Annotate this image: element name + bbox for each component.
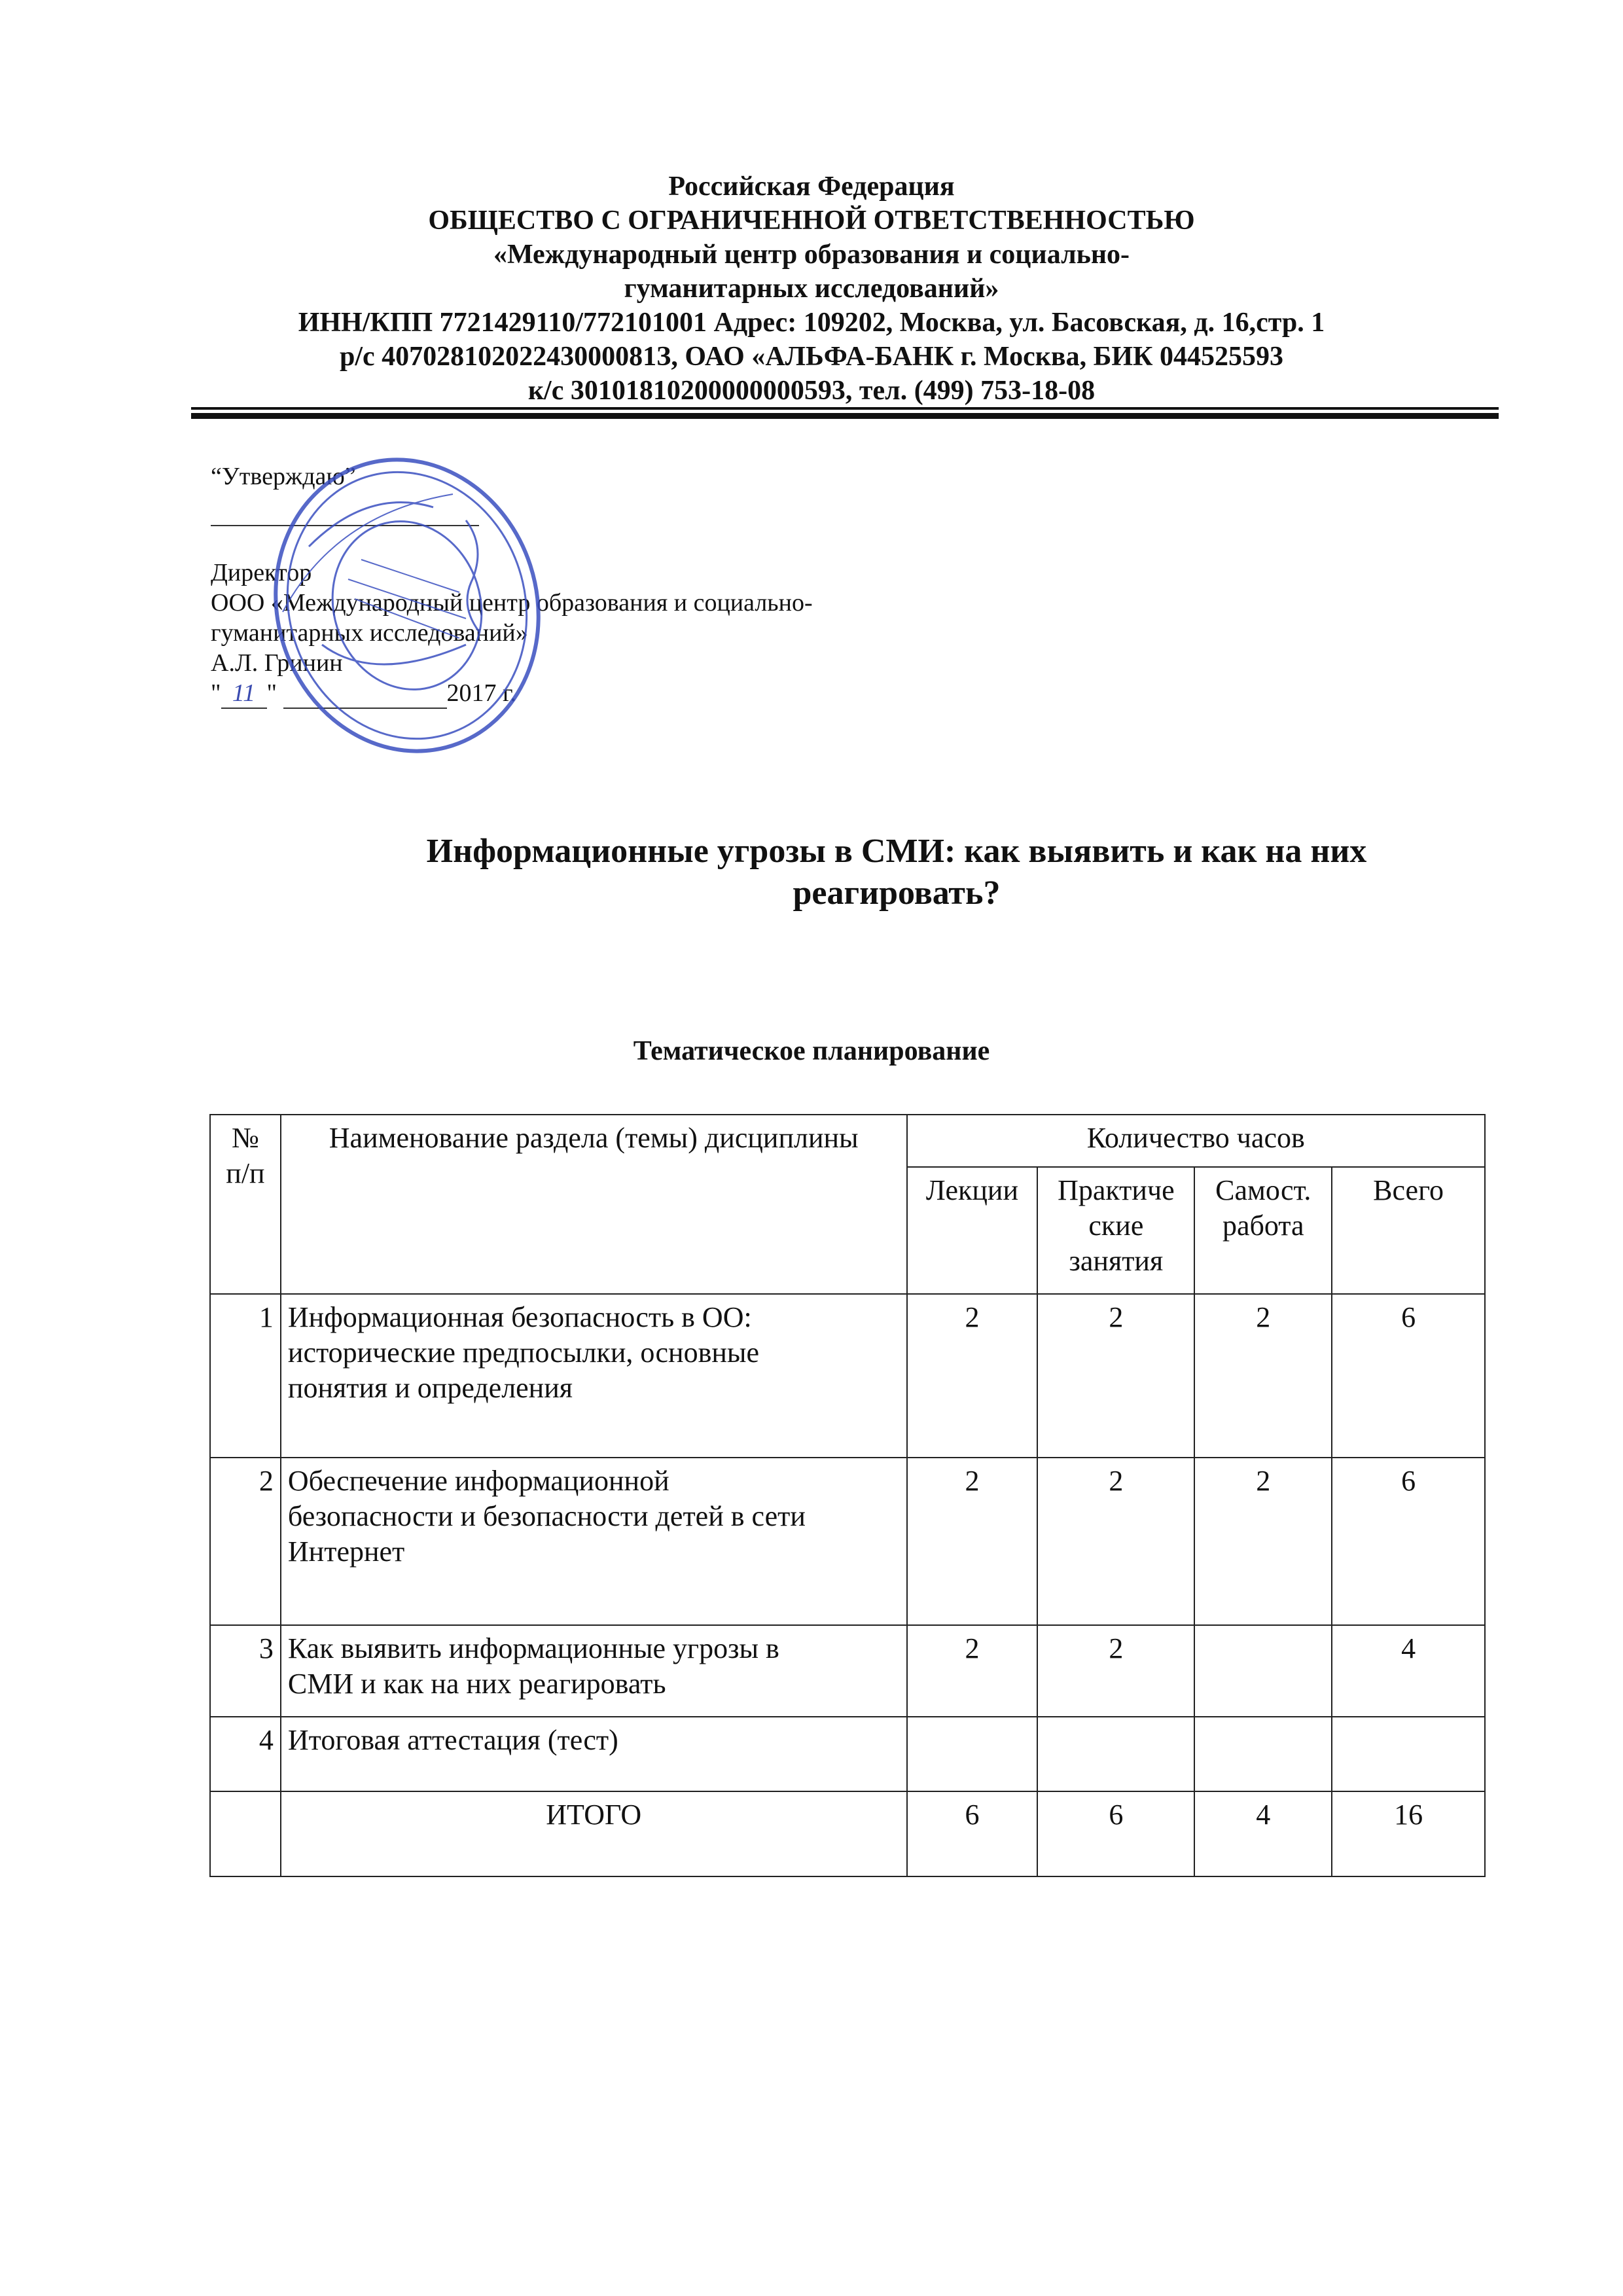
header-country: Российская Федерация <box>668 171 955 202</box>
row-name <box>281 1294 907 1458</box>
row-total <box>1332 1717 1485 1791</box>
header-requisites-1: ИНН/КПП 7721429110/772101001 Адрес: 109202, Москва, ул. Басовская, д. 16,стр. 1 <box>298 308 1325 338</box>
totals-total: 16 <box>1332 1791 1485 1876</box>
row-self <box>1194 1625 1332 1717</box>
row-num: 3 <box>210 1625 281 1717</box>
date-year: 2017 г. <box>446 679 516 707</box>
header-self <box>1194 1167 1332 1294</box>
row-name-line: понятия и определения <box>287 1372 573 1404</box>
header-num <box>210 1115 281 1294</box>
totals-self: 4 <box>1194 1791 1332 1876</box>
row-num: 1 <box>210 1294 281 1458</box>
row-name-line: Итоговая аттестация (тест) <box>287 1724 618 1756</box>
date-day: 11 <box>221 679 267 709</box>
row-lectures: 2 <box>907 1294 1038 1458</box>
header-practice <box>1037 1167 1194 1294</box>
header-section: Наименование раздела (темы) дисциплины <box>281 1115 907 1294</box>
header-self-1: Самост. <box>1215 1174 1311 1206</box>
header-practice-3: занятия <box>1069 1245 1164 1277</box>
row-num: 2 <box>210 1458 281 1625</box>
row-lectures: 2 <box>907 1625 1038 1717</box>
header-hours: Количество часов <box>907 1115 1486 1167</box>
document-title-2: реагировать? <box>793 874 1001 912</box>
row-practice: 2 <box>1037 1625 1194 1717</box>
document-subtitle: Тематическое планирование <box>633 1036 990 1066</box>
row-name <box>281 1717 907 1791</box>
table-header-row <box>210 1115 1485 1167</box>
table-row <box>210 1717 1485 1791</box>
header-org-type: ОБЩЕСТВО С ОГРАНИЧЕННОЙ ОТВЕТСТВЕННОСТЬЮ <box>428 206 1195 236</box>
header-rule-thin <box>191 407 1499 410</box>
totals-practice: 6 <box>1037 1791 1194 1876</box>
row-self: 2 <box>1194 1294 1332 1458</box>
row-name-line: Интернет <box>287 1535 405 1568</box>
row-total: 6 <box>1332 1294 1485 1458</box>
row-name-line: безопасности и безопасности детей в сети <box>287 1500 806 1532</box>
header-lectures: Лекции <box>907 1167 1038 1294</box>
header-requisites-3: к/с 30101810200000000593, тел. (499) 753-18-08 <box>527 376 1096 406</box>
row-name-line: Как выявить информационные угрозы в <box>287 1632 779 1664</box>
totals-num <box>210 1791 281 1876</box>
row-name-line: Информационная безопасность в ОО: <box>287 1301 752 1333</box>
table-row <box>210 1458 1485 1625</box>
seal-stamp-icon <box>270 448 544 762</box>
row-name <box>281 1458 907 1625</box>
document-title-1: Информационные угрозы в СМИ: как выявить и как на них <box>426 833 1367 870</box>
totals-label: ИТОГО <box>281 1791 907 1876</box>
header-num-1: № <box>231 1122 259 1154</box>
row-practice: 2 <box>1037 1294 1194 1458</box>
header-total: Всего <box>1332 1167 1485 1294</box>
table-row <box>210 1625 1485 1717</box>
date-close-quote: " <box>266 679 277 707</box>
approver-name: А.Л. Гринин <box>211 649 343 677</box>
row-self: 2 <box>1194 1458 1332 1625</box>
totals-lectures: 6 <box>907 1791 1038 1876</box>
header-practice-2: ские <box>1088 1210 1144 1242</box>
row-name-line: Обеспечение информационной <box>287 1465 669 1497</box>
header-org-name-2: гуманитарных исследований» <box>624 274 999 304</box>
header-practice-1: Практиче <box>1058 1174 1175 1206</box>
row-num: 4 <box>210 1717 281 1791</box>
row-self <box>1194 1717 1332 1791</box>
row-name <box>281 1625 907 1717</box>
row-practice: 2 <box>1037 1458 1194 1625</box>
table-row <box>210 1294 1485 1458</box>
approver-position: Директор <box>211 559 312 586</box>
header-requisites-2: р/с 40702810202243000081З, ОАО «АЛЬФА-БАНК г. Москва, БИК 044525593 <box>340 342 1283 372</box>
header-org-name-1: «Международный центр образования и социально- <box>493 240 1130 270</box>
date-open-quote: " <box>211 679 221 707</box>
approve-label: “Утверждаю” <box>211 463 356 490</box>
row-total: 6 <box>1332 1458 1485 1625</box>
header-self-2: работа <box>1222 1210 1304 1242</box>
row-lectures <box>907 1717 1038 1791</box>
approver-org-1: ООО «Международный центр образования и социально- <box>211 589 813 617</box>
header-num-2: п/п <box>226 1157 265 1189</box>
row-total: 4 <box>1332 1625 1485 1717</box>
row-name-line: СМИ и как на них реагировать <box>287 1668 666 1700</box>
header-rule-thick <box>191 413 1499 419</box>
plan-table <box>209 1114 1486 1877</box>
row-practice <box>1037 1717 1194 1791</box>
row-name-line: исторические предпосылки, основные <box>287 1336 759 1369</box>
totals-row <box>210 1791 1485 1876</box>
approver-org-2: гуманитарных исследований» <box>211 619 528 647</box>
row-lectures: 2 <box>907 1458 1038 1625</box>
